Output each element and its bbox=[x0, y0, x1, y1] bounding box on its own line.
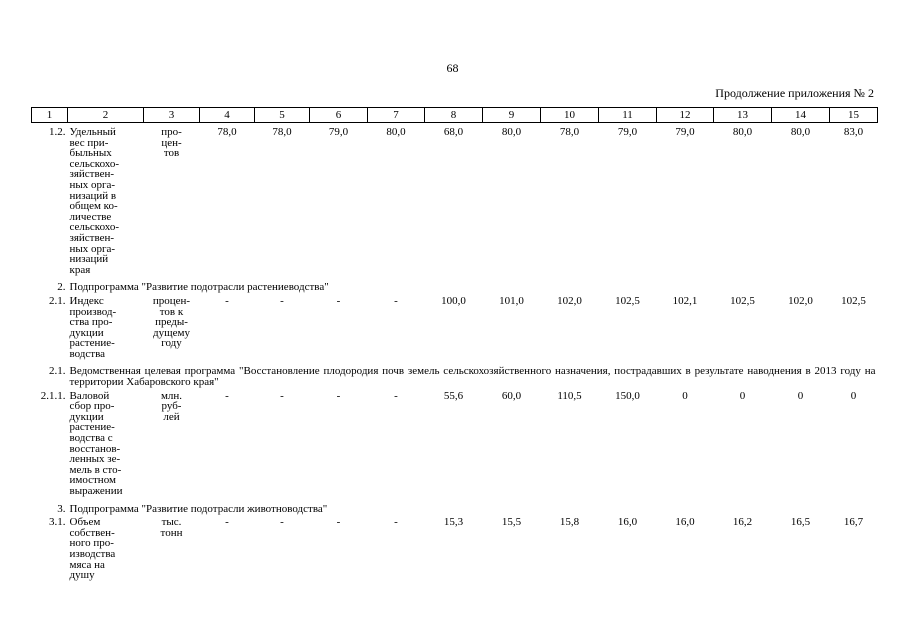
indicator-unit-line: цен- bbox=[161, 136, 182, 149]
indicator-name-line: низаций в bbox=[69, 189, 117, 202]
column-number-cell: 9 bbox=[483, 108, 541, 123]
indicator-name-line: водства с bbox=[69, 432, 113, 445]
indicator-value: 0 bbox=[739, 389, 746, 402]
column-number-cell: 10 bbox=[541, 108, 599, 123]
row-number: 2.1.1. bbox=[40, 389, 66, 402]
indicator-value: - bbox=[336, 516, 341, 529]
indicator-value: 16,0 bbox=[617, 516, 638, 529]
indicator-unit-line: тов к bbox=[159, 305, 184, 318]
indicator-row bbox=[32, 517, 878, 585]
indicator-name bbox=[68, 123, 144, 280]
indicator-value: - bbox=[225, 516, 229, 529]
indicator-value: - bbox=[336, 294, 341, 307]
indicator-value: 16,0 bbox=[675, 516, 695, 529]
indicator-name-line: выражении bbox=[69, 485, 123, 497]
indicator-name-line: дукции bbox=[69, 410, 104, 423]
indicator-unit-line: процен- bbox=[152, 294, 191, 307]
section-row bbox=[32, 279, 878, 296]
indicator-value: 68,0 bbox=[443, 126, 464, 138]
indicator-name bbox=[68, 517, 144, 585]
indicator-name-line: сельскохо- bbox=[69, 221, 120, 234]
indicator-name-line: дукции bbox=[69, 326, 104, 339]
indicator-value: 0 bbox=[797, 389, 804, 402]
row-number: 1.2. bbox=[49, 126, 66, 138]
indicator-value: 101,0 bbox=[499, 294, 524, 307]
indicator-name-line: Удельный bbox=[69, 126, 116, 138]
indicator-unit-line: лей bbox=[163, 410, 180, 423]
section-title: Подпрограмма "Развитие подотрасли животноводства" bbox=[69, 502, 328, 515]
indicator-unit-line: руб- bbox=[161, 400, 182, 413]
indicator-name-line: зяйствен- bbox=[69, 231, 115, 244]
indicator-name-line: ных орга- bbox=[69, 242, 116, 255]
column-number-cell: 2 bbox=[68, 108, 144, 123]
column-number-cell: 13 bbox=[714, 108, 772, 123]
section-title: Ведомственная целевая программа "Восстановление плодородия почв земель сельскохозяйственного назначения, пострадавших в результате наводнения в 2013 году на территории Хабаровского края" bbox=[69, 365, 876, 389]
indicator-name-line: края bbox=[69, 263, 91, 276]
indicator-value: 102,5 bbox=[615, 294, 640, 307]
indicator-value: - bbox=[280, 294, 284, 307]
indicator-unit bbox=[144, 123, 200, 280]
indicator-value: 79,0 bbox=[617, 126, 638, 138]
row-number: 2.1. bbox=[49, 365, 66, 378]
indicator-value: 100,0 bbox=[441, 294, 466, 307]
indicator-value: 79,0 bbox=[675, 126, 695, 138]
column-number-cell: 3 bbox=[144, 108, 200, 123]
indicator-name-line: ного про- bbox=[69, 537, 114, 550]
indicator-name-line: ленных зе- bbox=[69, 453, 121, 466]
indicator-value: 102,0 bbox=[788, 294, 813, 307]
indicator-name-line: Индекс bbox=[69, 294, 104, 307]
column-number-cell: 5 bbox=[255, 108, 310, 123]
indicator-unit-line: году bbox=[161, 337, 182, 350]
indicator-name-line: Валовой bbox=[69, 389, 110, 402]
indicator-name-line: быльных bbox=[69, 147, 112, 160]
indicator-value: - bbox=[225, 389, 229, 402]
column-number-cell: 11 bbox=[599, 108, 657, 123]
indicator-name-line: личестве bbox=[69, 210, 112, 223]
indicator-name-line: ства про- bbox=[69, 316, 113, 329]
section-row bbox=[32, 363, 878, 390]
indicator-name-line: сельскохо- bbox=[69, 157, 120, 170]
indicator-name-line: растение- bbox=[69, 421, 115, 434]
column-number-cell: 12 bbox=[657, 108, 714, 123]
indicator-value: 16,5 bbox=[790, 516, 811, 529]
indicator-row bbox=[32, 391, 878, 501]
indicator-name-line: низаций bbox=[69, 253, 109, 266]
indicator-value: 102,1 bbox=[672, 294, 698, 307]
indicator-name bbox=[68, 296, 144, 364]
indicator-unit-line: тонн bbox=[160, 526, 183, 539]
indicator-unit bbox=[144, 517, 200, 585]
indicator-unit-line: преды- bbox=[155, 316, 188, 329]
indicator-name-line: общем ко- bbox=[69, 200, 118, 213]
table-body bbox=[32, 123, 878, 585]
indicator-value: - bbox=[394, 389, 398, 402]
appendix-continuation-label: Продолжение приложения № 2 bbox=[715, 86, 874, 100]
indicator-value: - bbox=[336, 389, 341, 402]
section-row bbox=[32, 501, 878, 518]
indicator-value: 0 bbox=[850, 389, 857, 402]
indicator-value: 15,8 bbox=[559, 516, 580, 529]
indicator-name-line: ных орга- bbox=[69, 178, 116, 191]
indicator-unit bbox=[144, 296, 200, 364]
row-number: 2.1. bbox=[49, 294, 66, 307]
indicator-name-line: изводства bbox=[69, 547, 116, 560]
indicator-row bbox=[32, 123, 878, 280]
indicator-value: 150,0 bbox=[615, 389, 640, 402]
indicator-name-line: собствен- bbox=[69, 526, 115, 539]
indicator-value: 80,0 bbox=[386, 126, 406, 138]
indicator-name-line: мяса на bbox=[69, 558, 105, 571]
indicator-value: 16,2 bbox=[732, 516, 753, 529]
indicator-value: 80,0 bbox=[790, 126, 811, 138]
row-number: 3.1. bbox=[49, 516, 66, 529]
column-number-cell: 14 bbox=[772, 108, 830, 123]
indicator-value: 79,0 bbox=[328, 126, 349, 138]
indicator-name-line: Объем bbox=[69, 516, 101, 529]
indicator-value: 60,0 bbox=[501, 389, 522, 402]
indicator-unit-line: млн. bbox=[160, 389, 183, 402]
column-number-cell: 6 bbox=[310, 108, 368, 123]
column-number-cell: 4 bbox=[200, 108, 255, 123]
indicator-value: 16,7 bbox=[843, 516, 864, 529]
column-number-cell: 7 bbox=[368, 108, 425, 123]
column-number-cell: 8 bbox=[425, 108, 483, 123]
column-number-cell: 15 bbox=[830, 108, 878, 123]
indicator-value: 55,6 bbox=[443, 389, 464, 402]
indicator-value: 78,0 bbox=[272, 126, 292, 138]
indicator-unit-line: тыс. bbox=[161, 516, 182, 529]
indicator-name-line: душу bbox=[69, 569, 95, 582]
indicator-value: 83,0 bbox=[843, 126, 864, 138]
column-number-header bbox=[32, 108, 878, 123]
indicator-value: - bbox=[225, 294, 229, 307]
indicator-name-line: зяйствен- bbox=[69, 168, 115, 181]
row-number: 2. bbox=[57, 281, 66, 294]
column-number-cell: 1 bbox=[32, 108, 68, 123]
indicator-value: - bbox=[280, 516, 284, 529]
indicator-name-line: водства bbox=[69, 347, 106, 360]
indicator-value: 80,0 bbox=[732, 126, 753, 138]
indicator-value: 15,5 bbox=[501, 516, 522, 529]
indicator-value: 15,3 bbox=[443, 516, 464, 529]
indicator-name bbox=[68, 391, 144, 501]
indicator-value: 0 bbox=[682, 389, 688, 402]
row-number: 3. bbox=[57, 502, 66, 515]
page-number: 68 bbox=[446, 61, 459, 75]
indicator-name-line: сбор про- bbox=[69, 400, 115, 413]
indicator-value: - bbox=[394, 294, 398, 307]
indicator-value: - bbox=[394, 516, 398, 529]
indicators-table bbox=[31, 107, 878, 585]
indicator-value: 110,5 bbox=[557, 389, 582, 402]
indicator-row bbox=[32, 296, 878, 364]
indicator-unit-line: тов bbox=[163, 147, 180, 160]
indicator-name-line: вес при- bbox=[69, 136, 109, 149]
indicator-name-line: мель в сто- bbox=[69, 463, 122, 476]
indicator-unit-line: дущему bbox=[153, 326, 190, 339]
indicator-name-line: восстанов- bbox=[69, 442, 121, 455]
indicator-unit-line: про- bbox=[161, 126, 182, 138]
indicator-name-line: производ- bbox=[69, 305, 117, 318]
indicator-value: 78,0 bbox=[559, 126, 580, 138]
indicator-name-line: имостном bbox=[69, 474, 116, 487]
indicator-value: 102,0 bbox=[557, 294, 582, 307]
indicator-value: 78,0 bbox=[217, 126, 237, 138]
indicator-value: 80,0 bbox=[501, 126, 522, 138]
section-title: Подпрограмма "Развитие подотрасли растениеводства" bbox=[69, 281, 329, 294]
indicator-value: 102,5 bbox=[730, 294, 755, 307]
indicator-name-line: растение- bbox=[69, 337, 115, 350]
indicator-value: 102,5 bbox=[841, 294, 866, 307]
indicator-unit bbox=[144, 391, 200, 501]
indicator-value: - bbox=[280, 389, 284, 402]
